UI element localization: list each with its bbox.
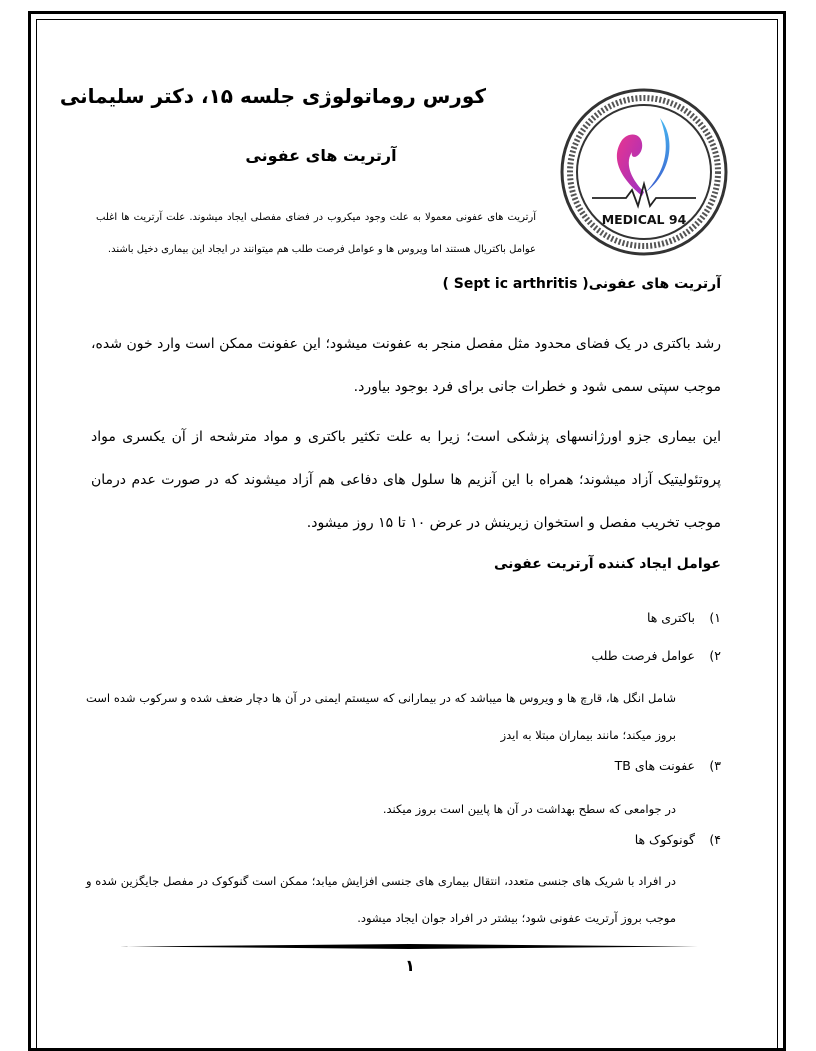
list-number: ۲) — [709, 648, 721, 663]
list-item — [101, 610, 721, 625]
section-heading-causes: عوامل ایجاد کننده آرتریت عفونی — [493, 556, 721, 572]
section-heading-septic-arthritis: آرتریت های عفونی( Sept ic arthritis ) — [442, 276, 721, 292]
footer-divider — [120, 944, 698, 949]
list-item-detail: در جوامعی که سطح بهداشت در آن ها پایین است بروز میکند. — [382, 802, 676, 816]
list-item-detail: شامل انگل ها، قارچ ها و ویروس ها میباشد که در بیمارانی که سیستم ایمنی در آن ها دچار ضعف شده و سرکوب شده است بروز میکند؛ مانند بیماران مبتلا به ایدز — [86, 691, 676, 742]
list-label: باکتری ها — [646, 610, 696, 625]
list-label: عفونت های TB — [614, 758, 696, 773]
list-item-detail: در افراد با شریک های جنسی متعدد، انتقال بیماری های جنسی افزایش میابد؛ ممکن است گنوکوک در مفصل جایگزین شده و موجب بروز آرتریت عفونی شود؛ بیشتر در افراد جوان ایجاد میشود. — [86, 874, 676, 925]
list-item — [101, 648, 721, 663]
page-number: ۱ — [405, 956, 415, 975]
medical-94-logo — [560, 88, 728, 256]
document-title: کورس روماتولوژی جلسه ۱۵، دکتر سلیمانی — [59, 84, 486, 108]
intro-paragraph: آرتریت های عفونی معمولا به علت وجود میکروب در فضای مفصلی ایجاد میشوند. علت آرتریت ها اغلب عوامل باکتریال هستند اما ویروس ها و عوامل فرصت طلب هم میتوانند در ایجاد این بیماری دخیل باشند. — [96, 212, 536, 255]
list-item — [101, 758, 721, 773]
paragraph-2: این بیماری جزو اورژانسهای پزشکی است؛ زیرا به علت تکثیر باکتری و مواد مترشحه از آن یکسری مواد پروتئولیتیک آزاد میشوند؛ همراه با این آنزیم ها سلول های دفاعی هم آزاد میشوند که در صورت عدم درمان موجب تخریب مفصل و استخوان زیرینش در عرض ۱۰ تا ۱۵ روز میشود. — [91, 429, 721, 531]
list-number: ۱) — [709, 610, 721, 625]
logo-text: MEDICAL 94 — [601, 212, 687, 227]
list-number: ۴) — [709, 832, 721, 847]
document-subtitle: آرتریت های عفونی — [245, 146, 397, 165]
paragraph-1: رشد باکتری در یک فضای محدود مثل مفصل منجر به عفونت میشود؛ این عفونت ممکن است وارد خون شده، موجب سپتی سمی شود و خطرات جانی برای فرد بوجود بیاورد. — [91, 336, 721, 395]
list-label: گونوکوک ها — [634, 832, 696, 847]
list-item — [101, 832, 721, 847]
list-label: عوامل فرصت طلب — [591, 648, 696, 663]
list-number: ۳) — [709, 758, 721, 773]
